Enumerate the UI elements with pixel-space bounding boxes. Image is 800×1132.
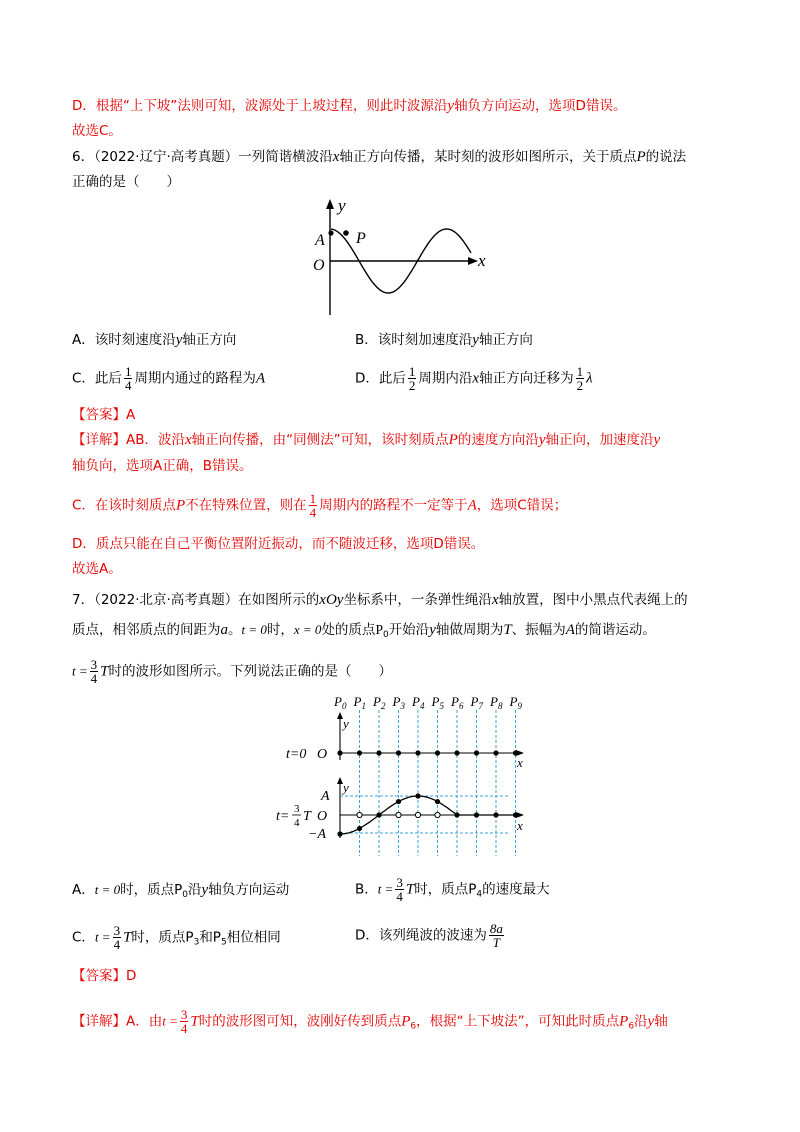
point-label-p2: $P_2$	[373, 694, 386, 711]
q6-wave-figure	[300, 195, 500, 320]
amp-a-label: A	[321, 789, 330, 804]
particle-t0-p3	[396, 750, 401, 755]
equilibrium-p5	[435, 812, 440, 817]
point-label-p3: $P_3$	[392, 694, 405, 711]
prev-option-d: D．根据“上下坡”法则可知，波源处于上坡过程，则此时波源沿y轴负方向运动，选项D错误。	[72, 98, 627, 114]
t34-period: T	[303, 809, 311, 824]
particle-t0-p5	[435, 750, 440, 755]
point-label-p5: $P_5$	[431, 694, 444, 711]
neg-amp-a-label: −A	[308, 827, 326, 842]
q7-option-c: C．t = $\frac{3}{4}$ T时，质点$P_3$和$P_5$相位相同	[72, 923, 281, 952]
x-axis-label-lower: x	[517, 818, 523, 833]
particle-t0-p8	[493, 750, 498, 755]
q7-answer: 【答案】D	[72, 968, 137, 984]
prev-choose: 故选C。	[72, 123, 122, 139]
y-axis-label-lower: y	[343, 780, 349, 795]
q7-stem-line1: 7．（2022·北京·高考真题）在如图所示的xOy坐标系中，一条弹性绳沿x轴放置，图中小黑点代表绳上的	[72, 592, 688, 608]
particle-t34-p6	[454, 812, 459, 817]
particle-t34-p9	[513, 812, 518, 817]
point-label-p7: $P_7$	[470, 694, 483, 711]
particle-t0-p7	[474, 750, 479, 755]
particle-t0-p9	[513, 750, 518, 755]
t0-label: t=0	[286, 747, 307, 762]
amplitude-label: A	[315, 232, 325, 249]
q6-explanation-3: C．在该时刻质点P不在特殊位置，则在 $\frac{1}{4}$ 周期内的路程不一定等于A，选项C错误；	[72, 491, 568, 520]
q6-answer: 【答案】A	[72, 407, 136, 423]
q6-choose: 故选A。	[72, 561, 122, 577]
point-p-label: P	[356, 230, 366, 247]
particle-t34-p7	[474, 812, 479, 817]
origin-label-lower: O	[317, 809, 328, 824]
t34-label: t=	[276, 809, 290, 824]
q6-option-b: B．该时刻加速度沿y轴正方向	[355, 332, 533, 348]
origin-label-upper: O	[317, 747, 328, 762]
particle-t34-p1	[357, 826, 362, 831]
q6-stem-line1: 6．（2022·辽宁·高考真题）一列简谐横波沿x轴正方向传播，某时刻的波形如图所示，关于质点P的说法	[72, 149, 687, 165]
q7-explanation-1: 【详解】A．由t = $\frac{3}{4}$ T时的波形图可知，波刚好传到质点$P_6$，根据“上下坡法”，可知此时质点$P_6$沿y轴	[72, 1007, 668, 1036]
q6-stem-line2: 正确的是（ ）	[72, 174, 180, 190]
equilibrium-p3	[396, 812, 401, 817]
q7-stem-line2: 质点，相邻质点的间距为a。t = 0时，x = 0处的质点$P_0$开始沿y轴做周期为T、振幅为A的简谐运动。	[72, 622, 656, 640]
particle-t34-p8	[493, 812, 498, 817]
point-label-p1: $P_1$	[353, 694, 366, 711]
equilibrium-p1	[357, 812, 362, 817]
point-label-p9: $P_9$	[509, 694, 522, 711]
particle-t34-p3	[396, 799, 401, 804]
q6-origin-dot	[328, 230, 333, 235]
particle-t0-p6	[454, 750, 459, 755]
origin-label: O	[313, 257, 325, 274]
particle-t34-p2	[376, 812, 381, 817]
y-axis-label: y	[338, 196, 346, 215]
particle-t0-p2	[376, 750, 381, 755]
t34-numerator: 3	[294, 803, 300, 815]
x-axis-label-upper: x	[517, 755, 523, 770]
particle-t34-p4	[415, 793, 420, 798]
point-p-dot	[343, 230, 349, 236]
q6-explanation-4: D．质点只能在自己平衡位置附近振动，而不随波迁移，选项D错误。	[72, 536, 485, 552]
t34-denominator: 4	[294, 817, 300, 829]
q6-explanation-1: 【详解】AB．波沿x轴正向传播，由“同侧法”可知，该时刻质点P的速度方向沿y轴正向，加速度沿y	[72, 432, 661, 448]
equilibrium-p4	[415, 812, 420, 817]
point-label-p8: $P_8$	[490, 694, 503, 711]
particle-t0-p0	[337, 750, 342, 755]
q7-option-d: D．该列绳波的波速为 $\frac{8a}{T}$	[355, 921, 503, 950]
q7-option-b: B．t = $\frac{3}{4}$ T时，质点$P_4$的速度最大	[355, 875, 550, 904]
q6-explanation-2: 轴负向，选项A正确，B错误。	[72, 458, 253, 474]
q6-option-a: A．该时刻速度沿y轴正方向	[72, 332, 237, 348]
q7-wave-figure	[270, 688, 540, 863]
x-axis-label: x	[478, 251, 486, 270]
q6-option-c: C．此后 $\frac{1}{4}$ 周期内通过的路程为A	[72, 364, 266, 393]
point-label-p0: $P_0$	[334, 694, 347, 711]
q7-option-a: A．t = 0时，质点$P_0$沿y轴负方向运动	[72, 882, 290, 900]
particle-t0-p4	[415, 750, 420, 755]
y-axis-label-upper: y	[343, 716, 349, 731]
point-label-p6: $P_6$	[451, 694, 464, 711]
q7-stem-line3: t = $\frac{3}{4}$ T时的波形如图所示。下列说法正确的是（ ）	[72, 657, 392, 686]
point-label-p4: $P_4$	[412, 694, 425, 711]
particle-t34-p5	[435, 799, 440, 804]
particle-t34-p0	[337, 831, 342, 836]
q6-option-d: D．此后 $\frac{1}{2}$ 周期内沿x轴正方向迁移为 $\frac{1}{2}$ λ	[355, 364, 593, 393]
particle-t0-p1	[357, 750, 362, 755]
